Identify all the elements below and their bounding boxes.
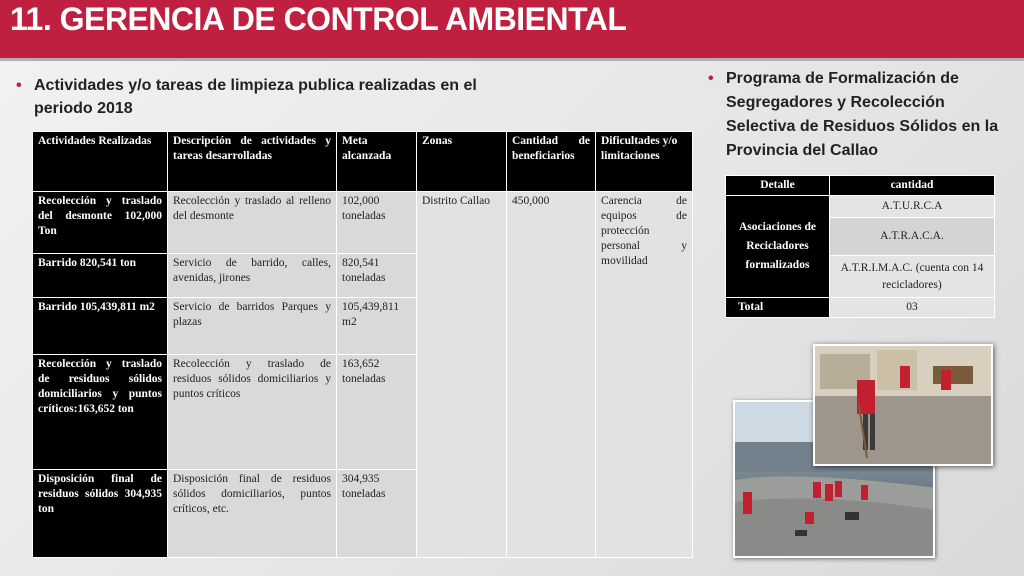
row-actividad: Barrido 105,439,811 m2 [33, 298, 168, 355]
total-label: Total [726, 298, 830, 318]
right-bullet [708, 67, 1008, 163]
bullet-icon: • [16, 77, 22, 94]
row-meta: 105,439,811 m2 [337, 298, 417, 355]
header-dificultades: Dificultades y/o limitaciones [596, 132, 693, 192]
association-item: A.T.R.I.M.A.C. (cuenta con 14 recicladores) [830, 256, 995, 298]
row-actividad: Barrido 820,541 ton [33, 254, 168, 298]
dificultades-cell: Carencia de equipos de protección personal y movilidad [596, 192, 693, 558]
header-zonas: Zonas [417, 132, 507, 192]
right-bullet-text: Programa de Formalización de Segregadores y Recolección Selectiva de Residuos Sólidos en la Provincia del Callao [726, 70, 999, 159]
beneficiarios-cell: 450,000 [507, 192, 596, 558]
row-descripcion: Disposición final de residuos sólidos domiciliarios, puntos críticos, etc. [168, 470, 337, 558]
row-descripcion: Servicio de barrido, calles, avenidas, jirones [168, 254, 337, 298]
header-meta: Meta alcanzada [337, 132, 417, 192]
row-descripcion: Recolección y traslado de residuos sólidos domiciliarios y puntos críticos [168, 355, 337, 470]
total-value: 03 [830, 298, 995, 318]
table-row [726, 196, 995, 218]
title-underline [0, 58, 1024, 61]
table-row [33, 192, 693, 254]
street-sweeping-photo [813, 344, 993, 466]
total-row [726, 298, 995, 318]
left-bullet-text: Actividades y/o tareas de limpieza publica realizadas en el periodo 2018 [34, 77, 477, 117]
row-meta: 304,935 toneladas [337, 470, 417, 558]
association-item: A.T.U.R.C.A [830, 196, 995, 218]
activities-table [32, 131, 693, 558]
group-label: Asociaciones de Recicladores formalizados [726, 196, 830, 298]
row-descripcion: Recolección y traslado al relleno del desmonte [168, 192, 337, 254]
header-descripcion: Descripción de actividades y tareas desarrolladas [168, 132, 337, 192]
row-actividad: Disposición final de residuos sólidos 304,935 ton [33, 470, 168, 558]
recyclers-table [725, 175, 995, 318]
row-meta: 102,000 toneladas [337, 192, 417, 254]
side-header-row [726, 176, 995, 196]
bullet-icon: • [708, 70, 714, 87]
row-actividad: Recolección y traslado de residuos sólidos domiciliarios y puntos críticos:163,652 ton [33, 355, 168, 470]
row-meta: 163,652 toneladas [337, 355, 417, 470]
row-meta: 820,541 toneladas [337, 254, 417, 298]
zona-cell: Distrito Callao [417, 192, 507, 558]
association-item: A.T.R.A.C.A. [830, 218, 995, 256]
header-cantidad: cantidad [830, 176, 995, 196]
title-bar [0, 0, 1024, 58]
row-actividad: Recolección y traslado del desmonte 102,000 Ton [33, 192, 168, 254]
header-detalle: Detalle [726, 176, 830, 196]
left-bullet [16, 74, 536, 120]
header-beneficiarios: Cantidad de beneficiarios [507, 132, 596, 192]
row-descripcion: Servicio de barridos Parques y plazas [168, 298, 337, 355]
table-header-row [33, 132, 693, 192]
header-actividades: Actividades Realizadas [33, 132, 168, 192]
page-title: 11. GERENCIA DE CONTROL AMBIENTAL [10, 1, 627, 37]
